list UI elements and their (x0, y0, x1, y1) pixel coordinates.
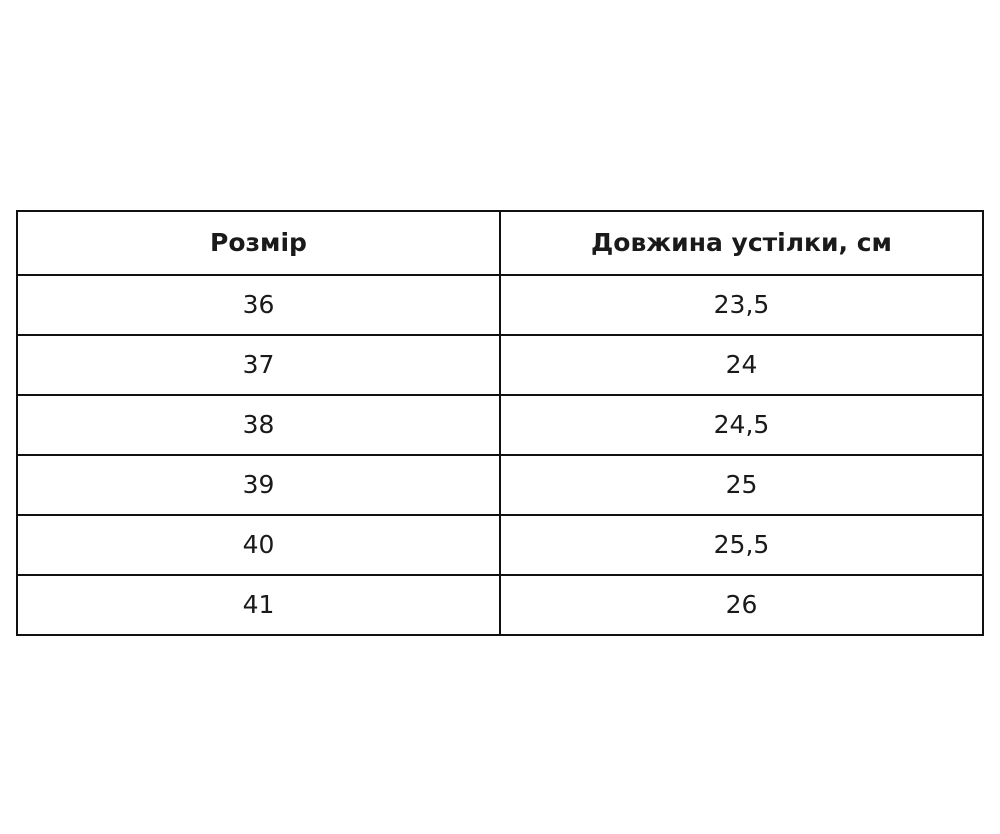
table-row (17, 335, 983, 395)
table-row (17, 275, 983, 335)
cell-insole-length: 26 (500, 575, 983, 635)
cell-insole-length: 24,5 (500, 395, 983, 455)
size-chart-container (16, 210, 984, 636)
column-header-size: Розмір (17, 211, 500, 275)
size-chart-table (16, 210, 984, 636)
table-row (17, 575, 983, 635)
column-header-insole-length: Довжина устілки, см (500, 211, 983, 275)
table-body (17, 275, 983, 635)
cell-insole-length: 23,5 (500, 275, 983, 335)
cell-insole-length: 25,5 (500, 515, 983, 575)
cell-size: 36 (17, 275, 500, 335)
cell-size: 38 (17, 395, 500, 455)
table-header-row (17, 211, 983, 275)
cell-size: 37 (17, 335, 500, 395)
table-row (17, 395, 983, 455)
table-row (17, 455, 983, 515)
cell-size: 41 (17, 575, 500, 635)
table-header (17, 211, 983, 275)
cell-insole-length: 24 (500, 335, 983, 395)
cell-size: 40 (17, 515, 500, 575)
cell-size: 39 (17, 455, 500, 515)
cell-insole-length: 25 (500, 455, 983, 515)
table-row (17, 515, 983, 575)
